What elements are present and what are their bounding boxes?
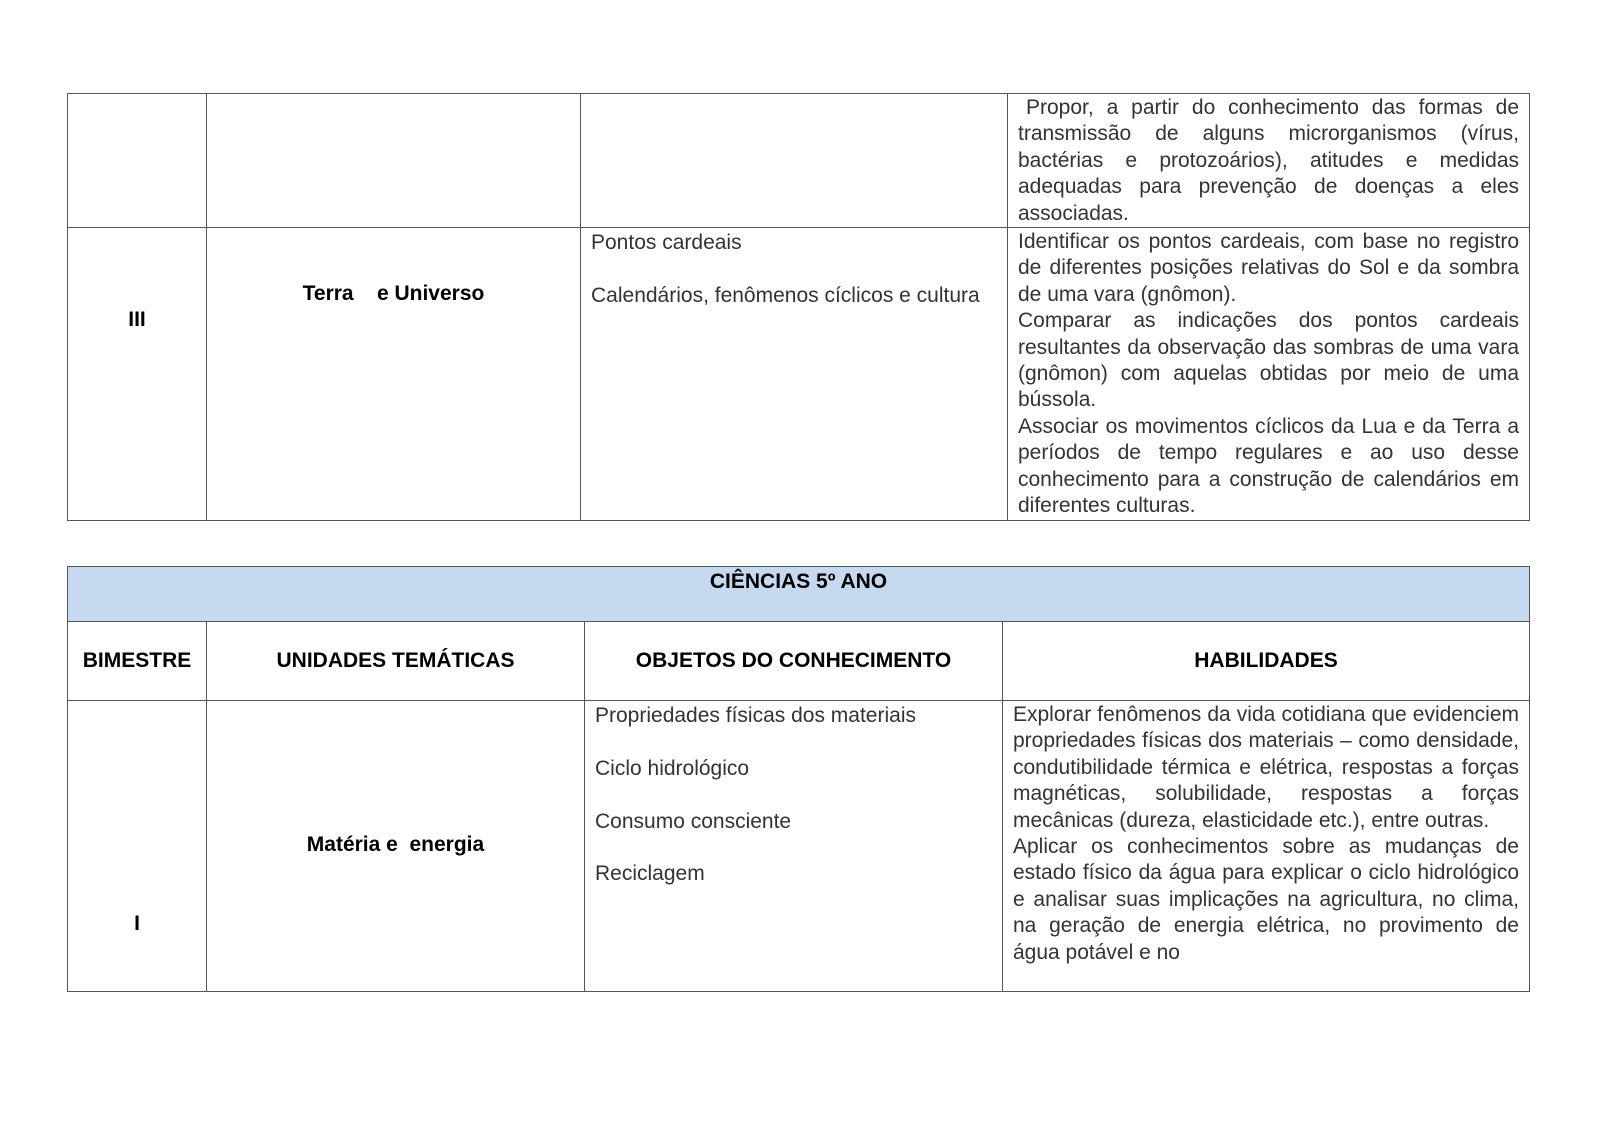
bimestre-cell-empty bbox=[68, 94, 207, 228]
objeto-item: Calendários, fenômenos cíclicos e cultura bbox=[591, 283, 980, 307]
habilidade-text: Comparar as indicações dos pontos cardeais resultantes da observação das sombras de uma vara (gnômon) com aquelas obtidas por meio de uma bússola. bbox=[1018, 309, 1519, 412]
table-row bbox=[68, 701, 1530, 992]
habilidades-cell bbox=[1003, 701, 1530, 992]
table-continuation bbox=[67, 93, 1530, 521]
habilidade-text: Aplicar os conhecimentos sobre as mudanças de estado físico da água para explicar o ciclo hidrológico e analisar suas implicações na agricultura, no clima, na geração de energia elétrica, no provimento de água potável e no bbox=[1013, 835, 1519, 964]
objeto-item: Ciclo hidrológico bbox=[595, 756, 750, 780]
table-title: CIÊNCIAS 5º ANO bbox=[68, 567, 1530, 622]
unidade-cell bbox=[207, 228, 581, 520]
unidade-cell-empty bbox=[207, 94, 581, 228]
objeto-item: Consumo consciente bbox=[595, 809, 792, 833]
habilidade-text: Associar os movimentos cíclicos da Lua e da Terra a períodos de tempo regulares e ao uso desse conhecimento para a construção de calendários em diferentes culturas. bbox=[1018, 414, 1519, 518]
unidade-value: Terra e Universo bbox=[302, 282, 485, 306]
header-objetos: OBJETOS DO CONHECIMENTO bbox=[585, 622, 1003, 701]
header-unidades: UNIDADES TEMÁTICAS bbox=[207, 622, 585, 701]
bimestre-cell bbox=[68, 701, 207, 992]
header-habilidades: HABILIDADES bbox=[1003, 622, 1530, 701]
table-row bbox=[68, 94, 1530, 228]
objeto-item: Propriedades físicas dos materiais bbox=[595, 704, 916, 727]
habilidades-cell bbox=[1008, 228, 1530, 520]
objeto-item: Pontos cardeais bbox=[591, 231, 742, 255]
habilidade-text: Identificar os pontos cardeais, com base no registro de diferentes posições relativas do Sol e da sombra de uma vara (gnômon). bbox=[1018, 230, 1519, 306]
habilidade-text: Explorar fenômenos da vida cotidiana que evidenciem propriedades físicas dos materiais – como densidade, condutibilidade térmica e elétrica, respostas a forças magnéticas, solubilidade, respostas a forças mecânicas (dureza, elasticidade etc.), entre outras. bbox=[1013, 703, 1519, 832]
table-row bbox=[68, 228, 1530, 520]
habilidades-cell bbox=[1008, 94, 1530, 228]
table-title-row bbox=[68, 567, 1530, 622]
unidade-value: Matéria e energia bbox=[306, 833, 485, 856]
bimestre-value: I bbox=[134, 912, 140, 935]
objetos-cell-empty bbox=[581, 94, 1008, 228]
objeto-item: Reciclagem bbox=[595, 862, 705, 886]
header-bimestre: BIMESTRE bbox=[68, 622, 207, 701]
bimestre-value: III bbox=[128, 308, 146, 332]
bimestre-cell bbox=[68, 228, 207, 520]
table-header-row bbox=[68, 622, 1530, 701]
table-ciencias-5-ano bbox=[67, 566, 1530, 992]
habilidade-text: Propor, a partir do conhecimento das formas de transmissão de alguns microrganismos (vírus, bactérias e protozoários), atitudes e medidas adequadas para prevenção de doenças a eles associadas. bbox=[1018, 96, 1519, 225]
objetos-cell bbox=[585, 701, 1003, 992]
objetos-cell bbox=[581, 228, 1008, 520]
unidade-cell bbox=[207, 701, 585, 992]
